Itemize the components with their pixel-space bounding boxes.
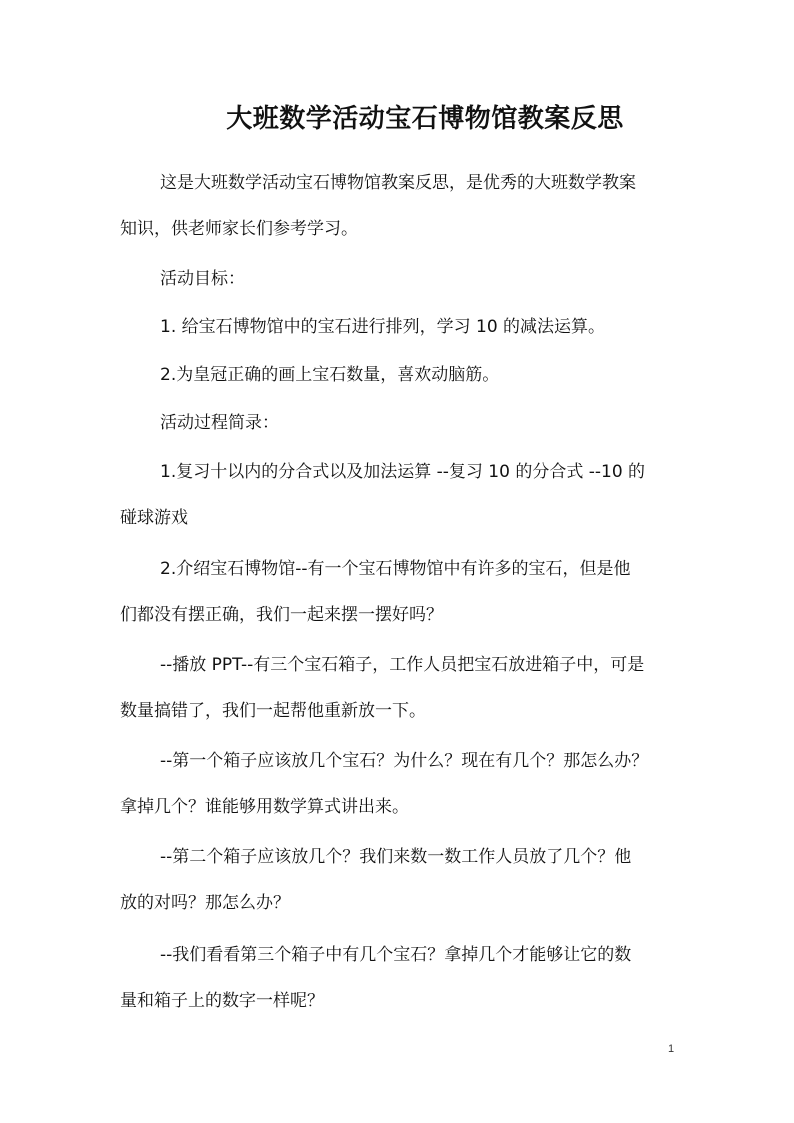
process-ppt-line1: --播放 PPT--有三个宝石箱子，工作人员把宝石放进箱子中，可是 <box>160 655 645 675</box>
paragraph-intro-line2: 知识，供老师家长们参考学习。 <box>120 219 358 239</box>
process-box2-line1: --第二个箱子应该放几个？我们来数一数工作人员放了几个？他 <box>160 847 632 867</box>
process-box2-line2: 放的对吗？那怎么办？ <box>120 893 290 913</box>
page-number: 1 <box>668 1043 675 1055</box>
process-box3-line1: --我们看看第三个箱子中有几个宝石？拿掉几个才能够让它的数 <box>160 945 632 965</box>
process-step-1-line1: 1.复习十以内的分合式以及加法运算 --复习 10 的分合式 --10 的 <box>160 462 646 482</box>
document-title: 大班数学活动宝石博物馆教案反思 <box>226 104 624 134</box>
process-step-2-line2: 们都没有摆正确，我们一起来摆一摆好吗？ <box>120 605 443 625</box>
process-step-1-line2: 碰球游戏 <box>120 508 188 528</box>
process-box1-line2: 拿掉几个？谁能够用数学算式讲出来。 <box>120 797 409 817</box>
goal-item-1: 1. 给宝石博物馆中的宝石进行排列，学习 10 的减法运算。 <box>160 317 606 337</box>
process-ppt-line2: 数量搞错了，我们一起帮他重新放一下。 <box>120 701 426 721</box>
process-box3-line2: 量和箱子上的数字一样呢？ <box>120 991 324 1011</box>
process-box1-line1: --第一个箱子应该放几个宝石？为什么？现在有几个？那怎么办？ <box>160 751 649 771</box>
paragraph-intro-line1: 这是大班数学活动宝石博物馆教案反思，是优秀的大班数学教案 <box>160 173 636 193</box>
section-heading-process: 活动过程简录： <box>160 413 279 433</box>
goal-item-2: 2.为皇冠正确的画上宝石数量，喜欢动脑筋。 <box>160 365 500 385</box>
section-heading-goals: 活动目标： <box>160 269 245 289</box>
process-step-2-line1: 2.介绍宝石博物馆--有一个宝石博物馆中有许多的宝石，但是他 <box>160 559 631 579</box>
